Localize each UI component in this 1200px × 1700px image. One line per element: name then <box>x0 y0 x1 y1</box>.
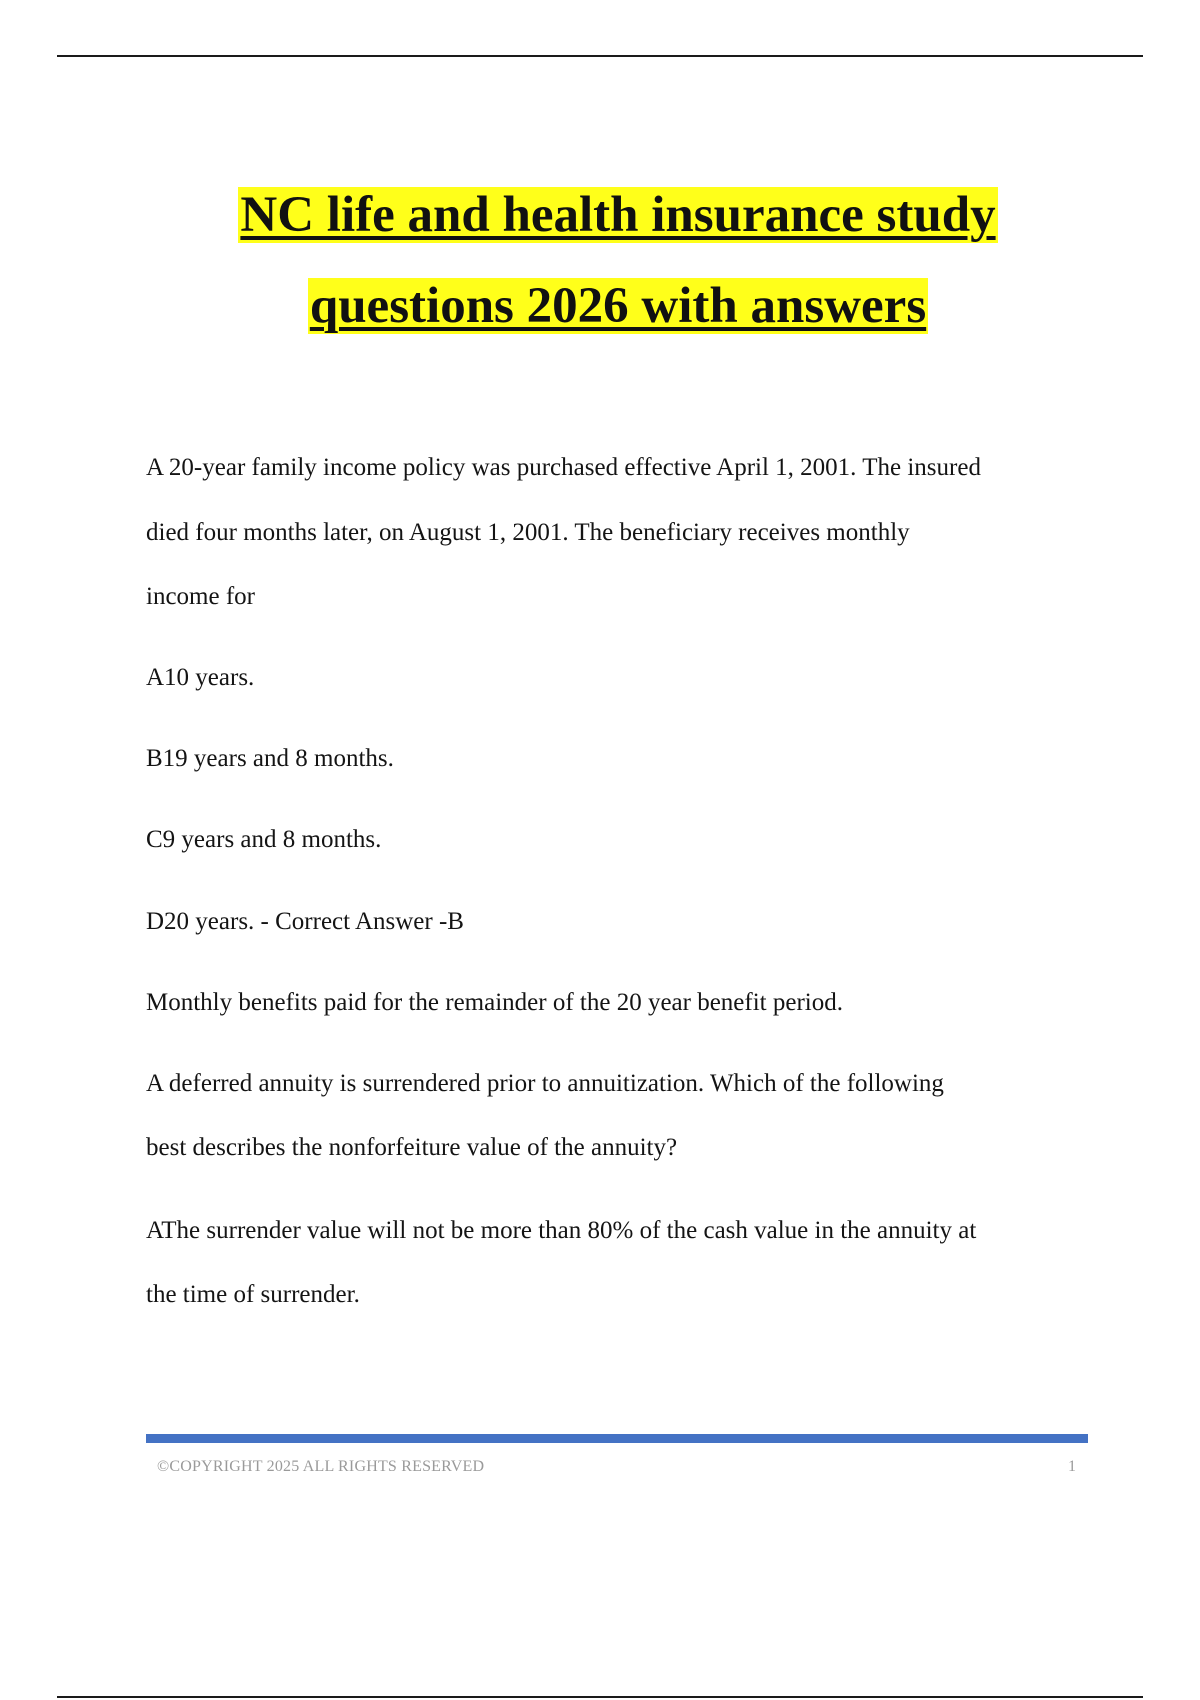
footer-page-number: 1 <box>1068 1458 1076 1475</box>
footer-copyright: ©COPYRIGHT 2025 ALL RIGHTS RESERVED <box>157 1458 485 1475</box>
question-1-option-b: B19 years and 8 months. <box>146 745 394 772</box>
question-1-option-c: C9 years and 8 months. <box>146 826 382 853</box>
question-2-line-2: best describes the nonforfeiture value of the annuity? <box>146 1134 678 1161</box>
question-1-option-a: A10 years. <box>146 664 255 691</box>
bottom-rule <box>57 1696 1143 1698</box>
question-2-option-a-line-1: AThe surrender value will not be more than 80% of the cash value in the annuity at <box>146 1217 977 1244</box>
question-1-line-3: income for <box>146 583 255 610</box>
title-line-1: NC life and health insurance study <box>240 187 996 243</box>
question-1-line-1: A 20-year family income policy was purchased effective April 1, 2001. The insured <box>146 454 981 481</box>
question-1-line-2: died four months later, on August 1, 2001. The beneficiary receives monthly <box>146 519 910 546</box>
question-2-line-1: A deferred annuity is surrendered prior to annuitization. Which of the following <box>146 1070 944 1097</box>
question-2-option-a-line-2: the time of surrender. <box>146 1281 360 1308</box>
footer-divider-bar <box>146 1434 1088 1443</box>
question-1-option-d-answer: D20 years. - Correct Answer -B <box>146 908 464 935</box>
document-title <box>0 170 1200 352</box>
question-1-explanation: Monthly benefits paid for the remainder of the 20 year benefit period. <box>146 989 843 1016</box>
title-line-2: questions 2026 with answers <box>309 278 927 334</box>
top-rule <box>57 55 1143 57</box>
